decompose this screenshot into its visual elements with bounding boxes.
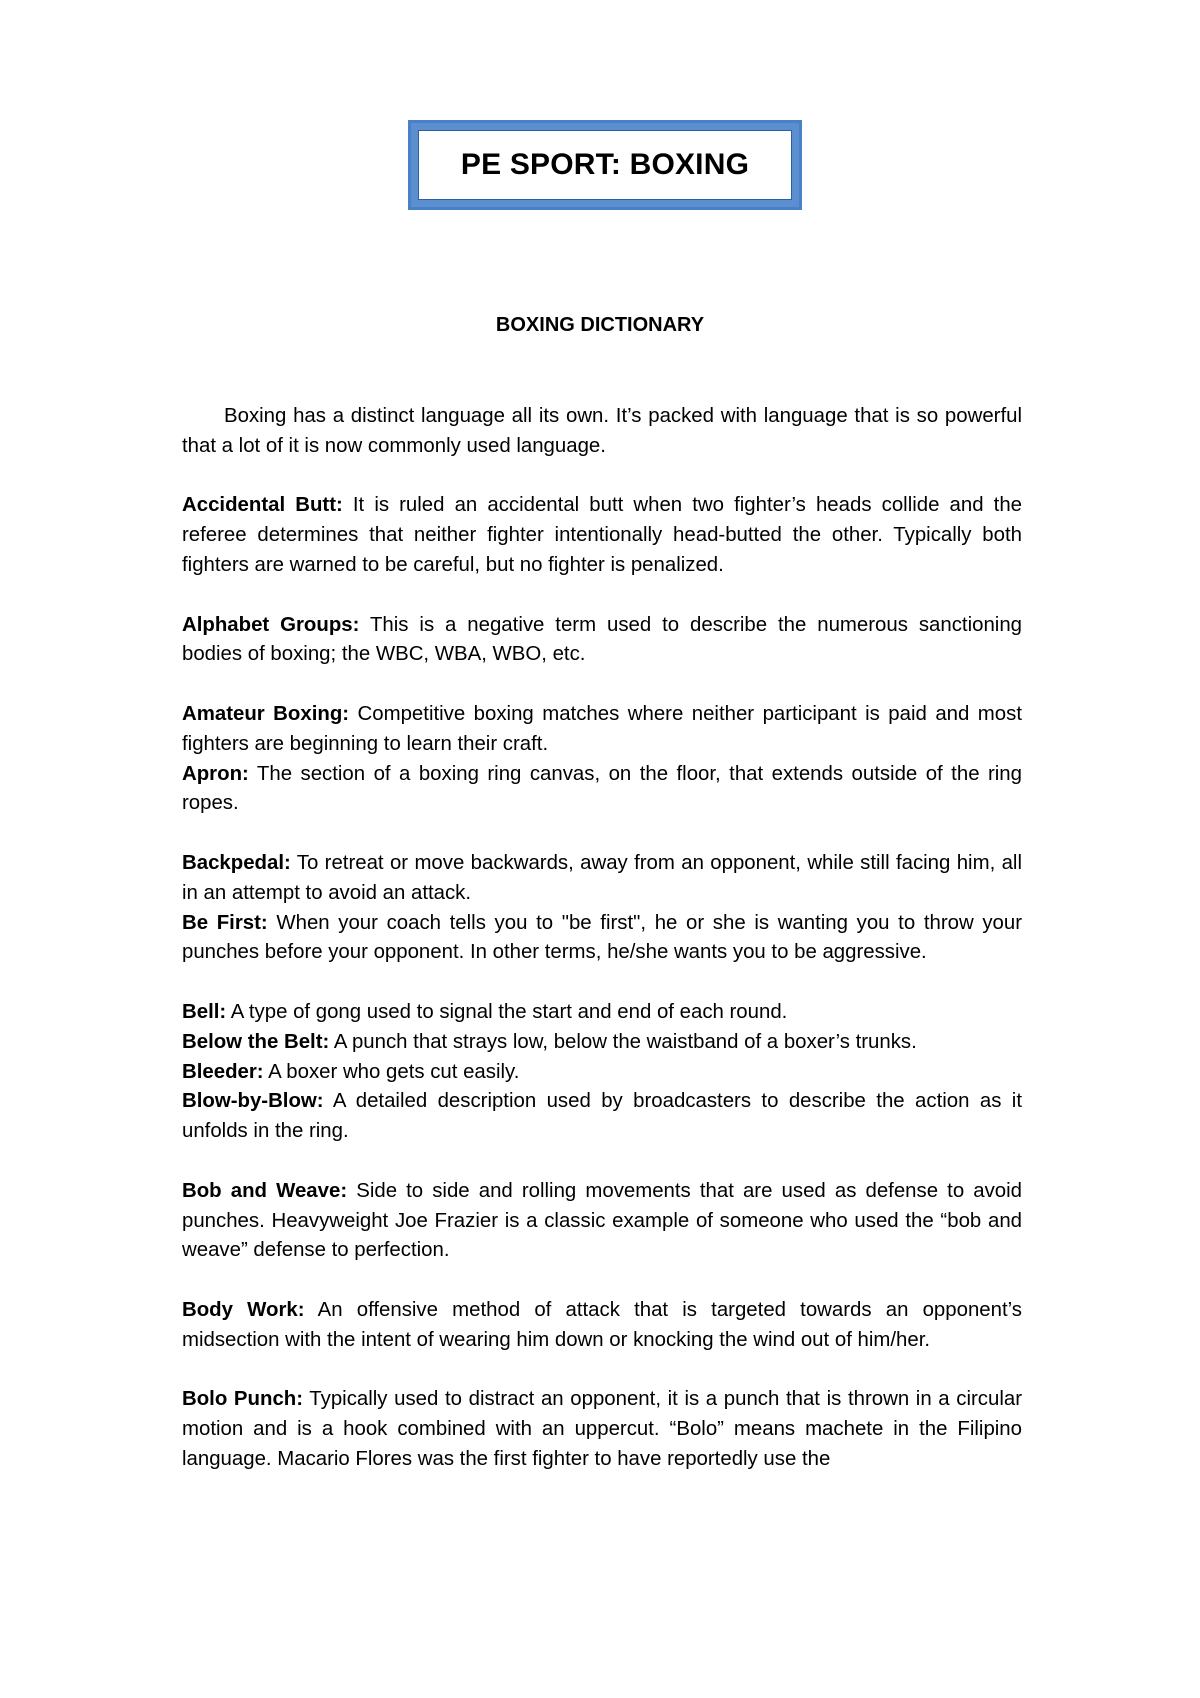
entry-term: Bell: — [182, 1000, 227, 1023]
dictionary-body — [182, 402, 1022, 1475]
title-box — [408, 120, 802, 210]
entry-definition: A boxer who gets cut easily. — [263, 1060, 520, 1083]
entry-definition: This is a negative term used to describe the numerous sanctioning bodies of boxing; the WBC, WBA, WBO, etc. — [182, 613, 1022, 666]
entry-term: Bolo Punch: — [182, 1388, 304, 1411]
entry-term: Backpedal: — [182, 851, 291, 874]
dictionary-entry — [182, 1385, 1022, 1474]
entry-definition: Typically used to distract an opponent, it is a punch that is thrown in a circular motion and is a hook combined with an uppercut. “Bolo” means machete in the Filipino language. Macario Flores was the first fighter to have reportedly use the — [182, 1388, 1022, 1470]
entry-definition: To retreat or move backwards, away from an opponent, while still facing him, all in an attempt to avoid an attack. — [182, 851, 1022, 904]
intro-paragraph: Boxing has a distinct language all its own. It’s packed with language that is so powerful that a lot of it is now commonly used language. — [182, 405, 1022, 457]
section-heading: BOXING DICTIONARY — [495, 314, 705, 336]
entry-definition: Competitive boxing matches where neither participant is paid and most fighters are beginning to learn their craft. — [182, 702, 1022, 755]
entry-term: Apron: — [182, 762, 249, 785]
entry-definition: When your coach tells you to "be first", he or she is wanting you to throw your punches before your opponent. In other terms, he/she wants you to be aggressive. — [182, 911, 1022, 964]
dictionary-entry — [182, 1177, 1022, 1266]
entry-definition: A type of gong used to signal the start and end of each round. — [226, 1000, 788, 1023]
entry-definition: The section of a boxing ring canvas, on the floor, that extends outside of the ring ropes. — [182, 762, 1022, 815]
dictionary-entry — [182, 998, 1022, 1028]
entry-term: Bob and Weave: — [182, 1179, 348, 1202]
dictionary-entry — [182, 700, 1022, 760]
dictionary-entry — [182, 1058, 1022, 1088]
entry-term: Alphabet Groups: — [182, 613, 360, 636]
entry-definition: Side to side and rolling movements that are used as defense to avoid punches. Heavyweight Joe Frazier is a classic example of someone who used the “bob and weave” defense to perfection. — [182, 1179, 1022, 1262]
entry-term: Accidental Butt: — [182, 494, 343, 517]
entry-term: Below the Belt: — [182, 1030, 330, 1053]
entry-term: Amateur Boxing: — [182, 702, 350, 725]
entry-term: Bleeder: — [182, 1060, 264, 1083]
document-title: PE SPORT: BOXING — [418, 130, 792, 200]
dictionary-entry — [182, 760, 1022, 820]
entry-term: Be First: — [182, 911, 268, 934]
dictionary-entry — [182, 491, 1022, 580]
dictionary-entry — [182, 1028, 1022, 1058]
entry-definition: It is ruled an accidental butt when two fighter’s heads collide and the referee determines that neither fighter intentionally head-butted the other. Typically both fighters are warned to be careful, but no fighter is penalized. — [182, 494, 1023, 576]
dictionary-entry — [182, 849, 1022, 909]
entry-definition: A punch that strays low, below the waistband of a boxer’s trunks. — [329, 1030, 917, 1053]
entry-definition: A detailed description used by broadcasters to describe the action as it unfolds in the ring. — [182, 1090, 1022, 1143]
dictionary-entry — [182, 611, 1022, 671]
entry-definition: An offensive method of attack that is targeted towards an opponent’s midsection with the intent of wearing him down or knocking the wind out of him/her. — [182, 1298, 1022, 1351]
entry-term: Body Work: — [182, 1298, 305, 1321]
dictionary-entry — [182, 1087, 1022, 1147]
dictionary-entry — [182, 909, 1022, 969]
dictionary-entry — [182, 1296, 1022, 1356]
entry-term: Blow-by-Blow: — [182, 1090, 324, 1113]
